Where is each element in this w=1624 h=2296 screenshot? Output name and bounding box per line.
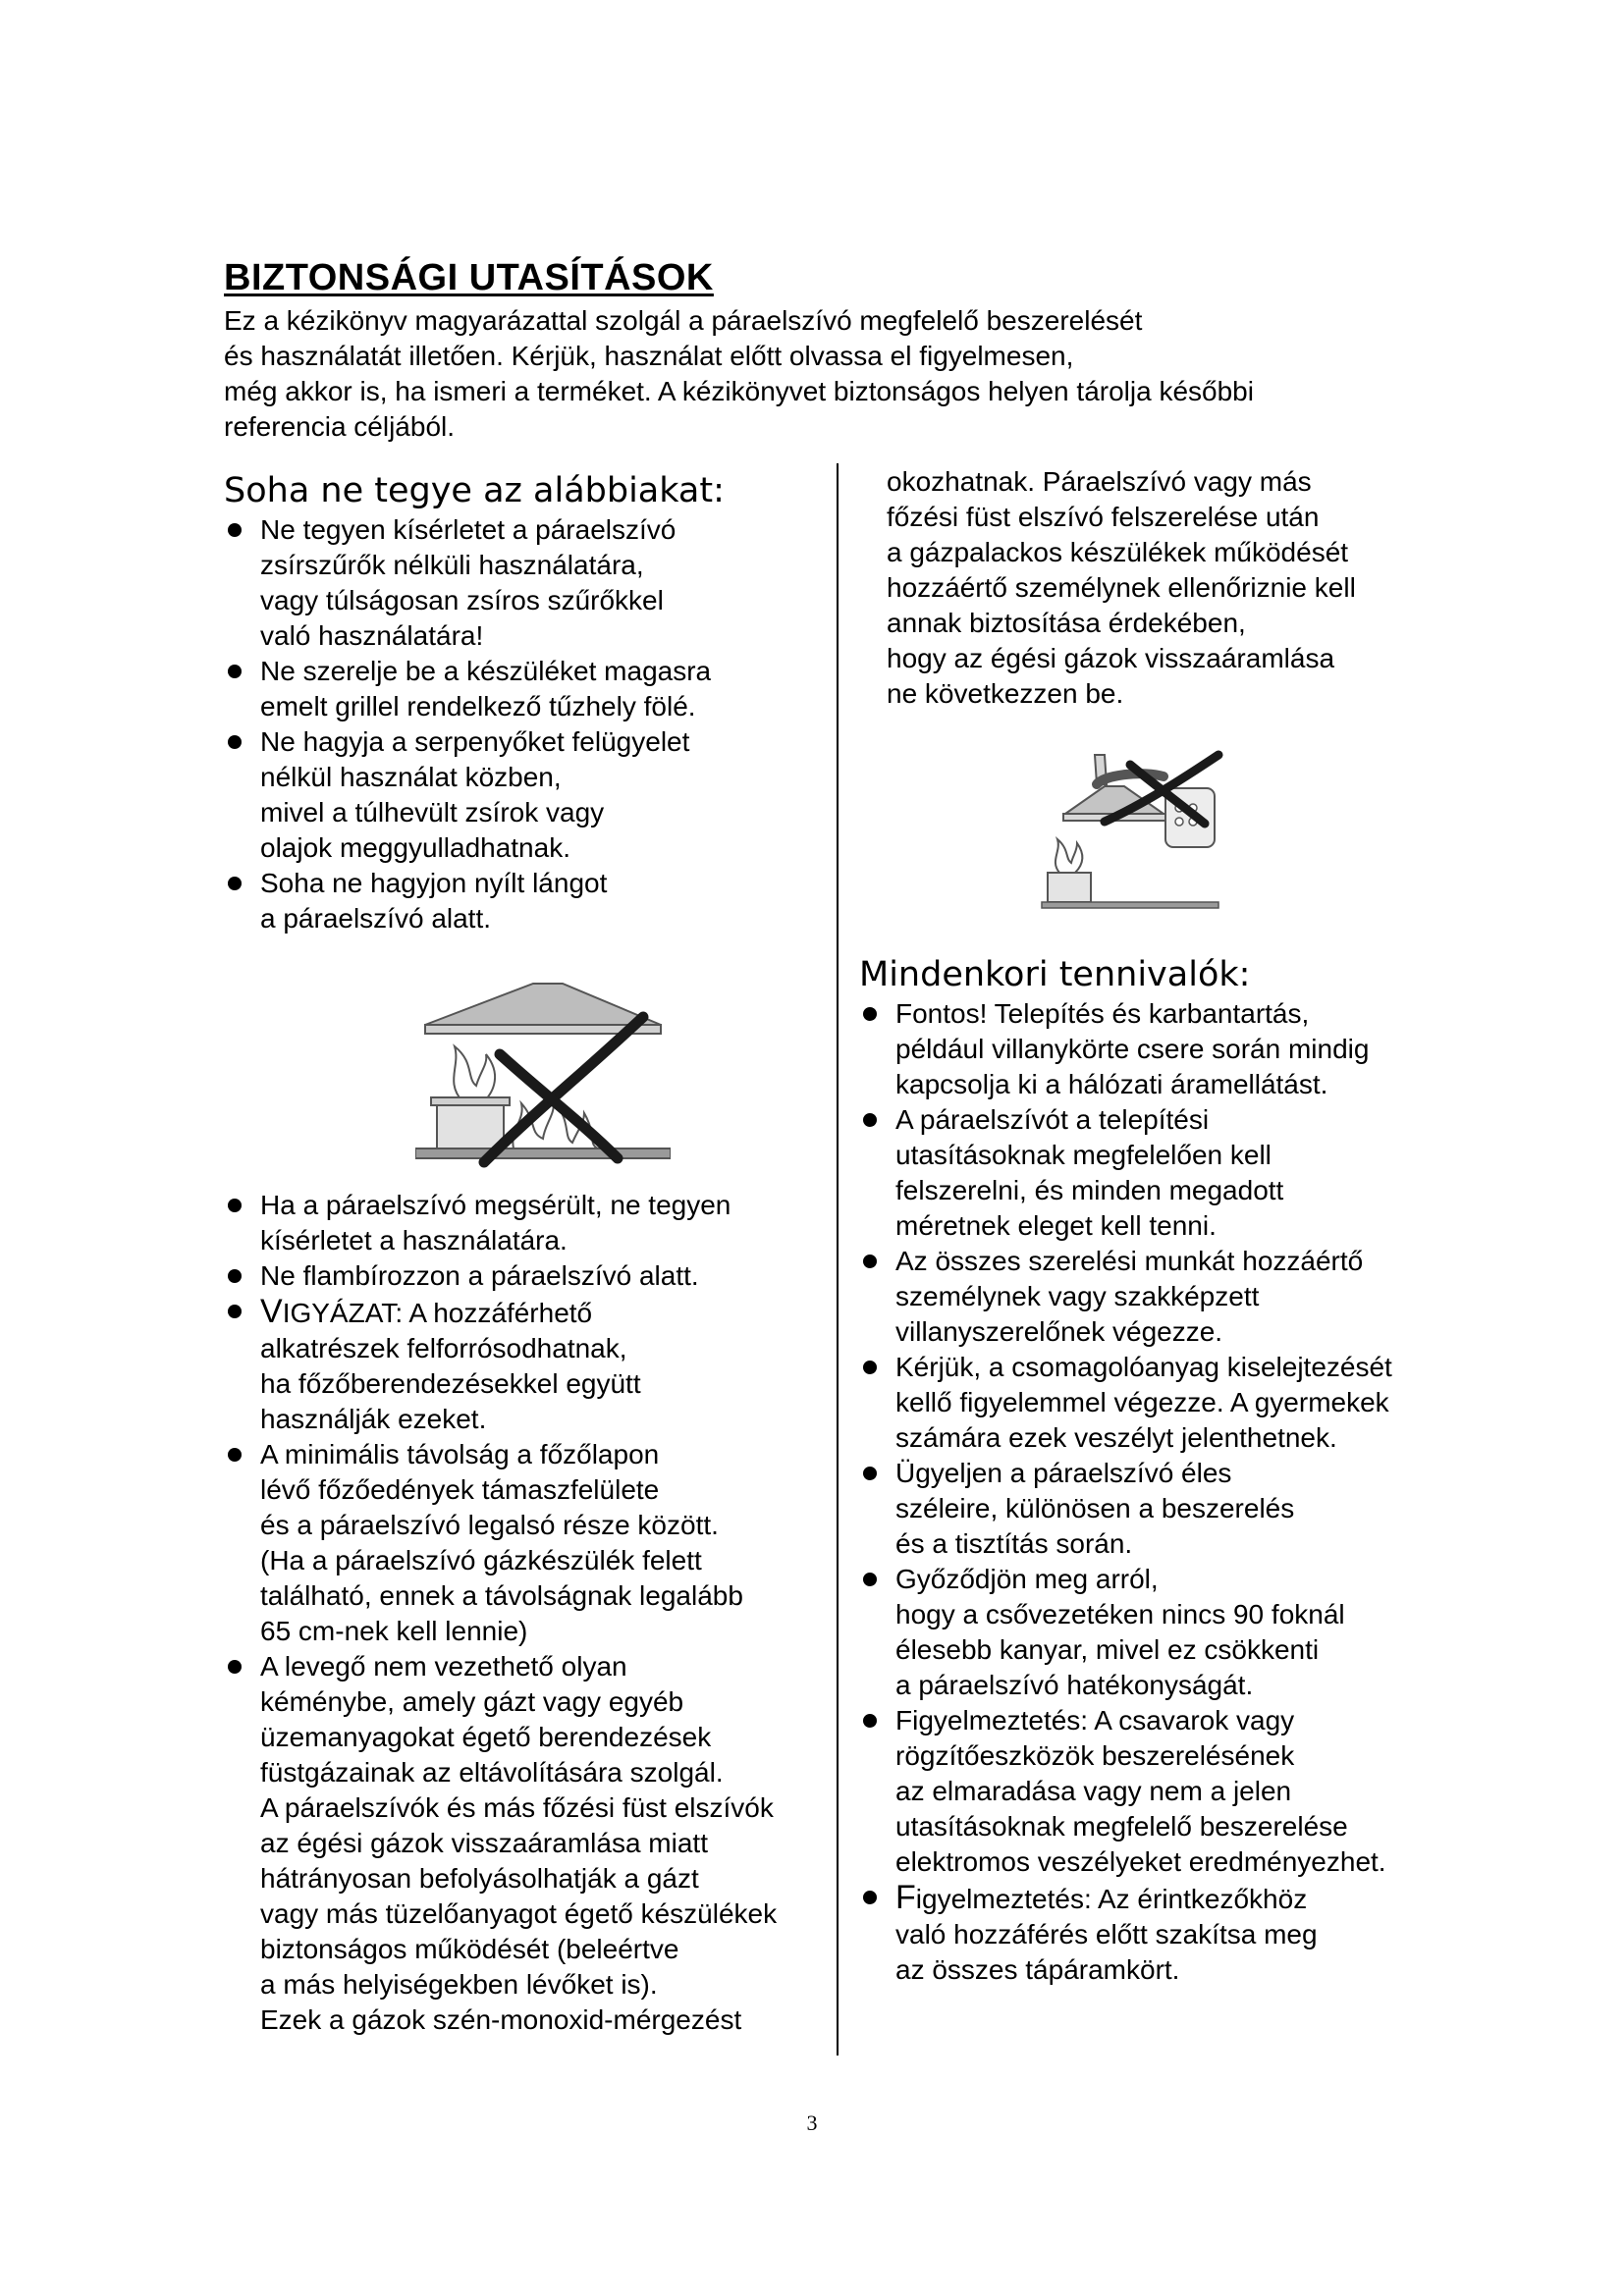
never-do-heading: Soha ne tegye az alábbiakat: (224, 471, 725, 510)
text-line: ne következzen be. (887, 678, 1124, 709)
item-line: utasításoknak megfelelően kell (895, 1140, 1272, 1170)
list-item (859, 1244, 1468, 1350)
caution-initial: V (260, 1293, 283, 1330)
item-line: a páraelszívó hatékonyságát. (895, 1670, 1254, 1700)
list-item (859, 1703, 1468, 1880)
bullet-icon (228, 523, 242, 537)
item-line: elektromos veszélyeket eredményezhet. (895, 1846, 1386, 1877)
item-line: Ne hagyja a serpenyőket felügyelet (260, 726, 690, 757)
item-line: mivel a túlhevült zsírok vagy (260, 797, 605, 828)
item-line: található, ennek a távolságnak legalább (260, 1580, 743, 1611)
bullet-icon (228, 877, 242, 890)
item-line: lévő főzőedények támaszfelülete (260, 1474, 660, 1505)
item-line: utasításoknak megfelelő beszerelése (895, 1811, 1348, 1842)
text-line: okozhatnak. Páraelszívó vagy más (887, 466, 1312, 497)
item-line: (Ha a páraelszívó gázkészülék felett (260, 1545, 702, 1575)
bullet-icon (228, 735, 242, 749)
item-line: a más helyiségekben lévőket is). (260, 1969, 658, 2000)
item-line: zsírszűrők nélküli használatára, (260, 550, 644, 580)
item-line: Győződjön meg arról, (895, 1564, 1159, 1594)
always-do-heading: Mindenkori tennivalók: (859, 955, 1251, 994)
list-item (224, 1188, 818, 1258)
list-item (859, 1456, 1468, 1562)
item-line: füstgázainak az eltávolítására szolgál. (260, 1757, 724, 1788)
item-line: emelt grillel rendelkező tűzhely fölé. (260, 691, 696, 721)
item-line: Figyelmeztetés: A csavarok vagy (895, 1705, 1295, 1735)
item-line: Fontos! Telepítés és karbantartás, (895, 998, 1310, 1029)
item-line: üzemanyagokat égető berendezések (260, 1722, 712, 1752)
intro-line: Ez a kézikönyv magyarázattal szolgál a páraelszívó megfelelő beszerelését (224, 305, 1143, 336)
item-line: Ezek a gázok szén-monoxid-mérgezést (260, 2004, 742, 2035)
list-item (859, 996, 1468, 1102)
always-do-list (859, 996, 1468, 1988)
column-divider (837, 463, 839, 2056)
list-item (224, 654, 818, 724)
item-line: a páraelszívó alatt. (260, 903, 492, 934)
item-line: való hozzáférés előtt szakítsa meg (895, 1919, 1318, 1949)
item-line: Ne flambírozzon a páraelszívó alatt. (260, 1260, 699, 1291)
continuation-paragraph (859, 464, 1468, 712)
item-line: méretnek eleget kell tenni. (895, 1210, 1217, 1241)
warning-text: igyelmeztetés: Az érintkezőkhöz (915, 1884, 1308, 1914)
item-line: 65 cm-nek kell lennie) (260, 1616, 528, 1646)
item-line: Ne szerelje be a készüléket magasra (260, 656, 712, 686)
item-line: használják ezeket. (260, 1404, 487, 1434)
gas-appliance-illustration (1036, 745, 1252, 932)
text-line: annak biztosítása érdekében, (887, 608, 1246, 638)
bullet-icon (863, 1361, 877, 1374)
bullet-icon (863, 1113, 877, 1127)
item-line: Ha a páraelszívó megsérült, ne tegyen (260, 1190, 731, 1220)
item-line: A páraelszívót a telepítési (895, 1104, 1210, 1135)
caution-word: IGYÁZAT (282, 1298, 396, 1328)
list-item (859, 1880, 1468, 1988)
item-line: széleire, különösen a beszerelés (895, 1493, 1295, 1523)
item-line: hátrányosan befolyásolhatják a gázt (260, 1863, 699, 1894)
intro-line: még akkor is, ha ismeri a terméket. A kézikönyvet biztonságos helyen tárolja későbbi (224, 376, 1254, 406)
bullet-icon (863, 1891, 877, 1904)
item-line: például villanykörte csere során mindig (895, 1034, 1370, 1064)
item-line: számára ezek veszélyt jelenthetnek. (895, 1422, 1337, 1453)
bullet-icon (228, 1269, 242, 1283)
item-line: alkatrészek felforrósodhatnak, (260, 1333, 627, 1363)
never-do-list (224, 512, 818, 936)
item-line: az összes tápáramkört. (895, 1954, 1180, 1985)
item-line: hogy a csővezetéken nincs 90 foknál (895, 1599, 1345, 1629)
text-line: a gázpalackos készülékek működését (887, 537, 1349, 567)
list-item (224, 1437, 818, 1649)
list-item (859, 1102, 1468, 1244)
item-line: A levegő nem vezethető olyan (260, 1651, 627, 1682)
list-item (859, 1350, 1468, 1456)
item-line: felszerelni, és minden megadott (895, 1175, 1284, 1205)
bullet-icon (863, 1255, 877, 1268)
text-line: hozzáértő személynek ellenőriznie kell (887, 572, 1356, 603)
item-line: biztonságos működését (beleértve (260, 1934, 679, 1964)
item-line: kapcsolja ki a hálózati áramellátást. (895, 1069, 1328, 1099)
item-line: vagy túlságosan zsíros szűrőkkel (260, 585, 664, 615)
list-item (224, 866, 818, 936)
right-column (859, 464, 1468, 1988)
item-line: rögzítőeszközök beszerelésének (895, 1740, 1295, 1771)
warning-line (895, 1880, 1468, 1917)
caution-text: : A hozzáférhető (395, 1298, 593, 1328)
item-line: Ne tegyen kísérletet a páraelszívó (260, 514, 677, 545)
item-line: kísérletet a használatára. (260, 1225, 568, 1255)
bullet-icon (863, 1467, 877, 1480)
bullet-icon (228, 1448, 242, 1462)
list-item (224, 1649, 818, 2038)
bullet-icon (863, 1714, 877, 1728)
intro-line: referencia céljából. (224, 411, 456, 442)
item-line: villanyszerelőnek végezze. (895, 1316, 1223, 1347)
text-line: hogy az égési gázok visszaáramlása (887, 643, 1335, 673)
item-line: nélkül használat közben, (260, 762, 562, 792)
item-line: olajok meggyulladhatnak. (260, 832, 570, 863)
item-line: és a páraelszívó legalsó része között. (260, 1510, 719, 1540)
item-line: Soha ne hagyjon nyílt lángot (260, 868, 608, 898)
list-item (859, 1562, 1468, 1703)
item-line: kéménybe, amely gázt vagy egyéb (260, 1686, 684, 1717)
page-title: BIZTONSÁGI UTASÍTÁSOK (224, 257, 714, 298)
bullet-icon (863, 1573, 877, 1586)
list-item (224, 724, 818, 866)
item-line: az elmaradása vagy nem a jelen (895, 1776, 1292, 1806)
item-line: élesebb kanyar, mivel ez csökkenti (895, 1634, 1320, 1665)
list-item (224, 1258, 818, 1294)
item-line: Az összes szerelési munkát hozzáértő (895, 1246, 1364, 1276)
intro-line: és használatát illetően. Kérjük, használat előtt olvassa el figyelmesen, (224, 341, 1074, 371)
left-column (224, 469, 818, 2038)
intro-paragraph (224, 303, 1451, 445)
list-item (224, 1294, 818, 1437)
page-number: 3 (806, 2110, 818, 2135)
bullet-icon (863, 1007, 877, 1021)
item-line: az égési gázok visszaáramlása miatt (260, 1828, 708, 1858)
bullet-icon (228, 1199, 242, 1212)
caution-line (260, 1294, 818, 1331)
never-do-list-continued (224, 1188, 818, 2038)
list-item (224, 512, 818, 654)
bullet-icon (228, 1660, 242, 1674)
item-line: Ügyeljen a páraelszívó éles (895, 1458, 1232, 1488)
item-line: vagy más tüzelőanyagot égető készülékek (260, 1898, 778, 1929)
bullet-icon (228, 665, 242, 678)
item-line: személynek vagy szakképzett (895, 1281, 1260, 1311)
item-line: A minimális távolság a főzőlapon (260, 1439, 660, 1469)
item-line: Kérjük, a csomagolóanyag kiselejtezését (895, 1352, 1392, 1382)
item-line: A páraelszívók és más főzési füst elszívók (260, 1792, 774, 1823)
text-line: főzési füst elszívó felszerelése után (887, 502, 1320, 532)
bullet-icon (228, 1305, 242, 1318)
item-line: való használatára! (260, 620, 484, 651)
item-line: ha főzőberendezésekkel együtt (260, 1368, 641, 1399)
warning-initial: F (895, 1879, 916, 1916)
item-line: és a tisztítás során. (895, 1528, 1133, 1559)
no-open-flame-illustration (415, 976, 671, 1172)
item-line: kellő figyelemmel végezze. A gyermekek (895, 1387, 1389, 1417)
